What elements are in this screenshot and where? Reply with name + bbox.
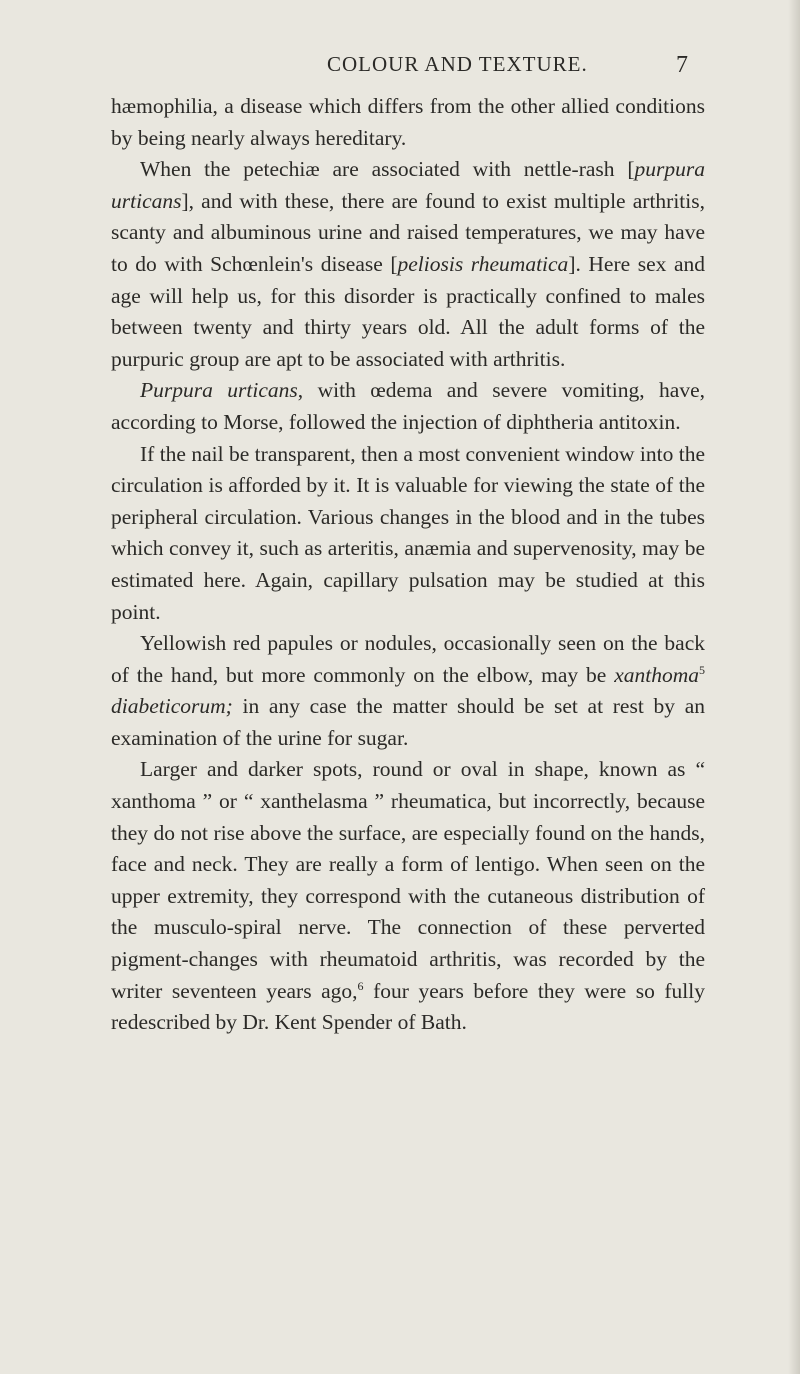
text-run: , with œdema and severe vomiting, have, according to Morse, followed the injection of diphtheria antitoxin. (111, 378, 705, 434)
page-edge-shadow (788, 0, 800, 1374)
text-run: When the petechiæ are associated with nettle-rash [ (140, 157, 635, 182)
text-run: in any case the matter should be set at rest by an examination of the urine for sugar. (111, 694, 705, 750)
running-head: COLOUR AND TEXTURE. (327, 52, 588, 76)
paragraph-5 (111, 628, 705, 754)
paragraph-3 (111, 375, 705, 438)
text-run: ], and with these, there are found to exist multiple arthritis, scanty and albuminous urine and raised temperatures, we may have to do with Schœnlein's disease [ (111, 188, 705, 276)
page-number: 7 (676, 52, 689, 78)
paragraph-2 (111, 154, 705, 375)
italic-term: Purpura urticans (140, 378, 298, 403)
footnote-ref: 5 (699, 662, 705, 677)
text-run: Yellowish red papules or nodules, occasionally seen on the back of the hand, but more commonly on the elbow, may be (111, 631, 705, 687)
footnote-ref: 6 (357, 978, 364, 993)
italic-term: xanthoma (614, 662, 699, 687)
paragraph-6 (111, 754, 705, 1038)
italic-term: peliosis rheumatica (397, 251, 569, 276)
text-run: four years before they were so fully redescribed by Dr. Kent Spender of Bath. (111, 978, 705, 1035)
italic-term: purpura urticans (111, 157, 705, 213)
italic-term: diabeticorum; (111, 694, 233, 719)
text-run: ]. Here sex and age will help us, for this disorder is practically confined to males between twenty and thirty years old. All the adult forms of the purpuric group are apt to be associated with arthritis. (111, 251, 706, 371)
paragraph-1: hæmophilia, a disease which differs from the other allied conditions by being nearly always hereditary. (111, 94, 705, 150)
paragraph-4: If the nail be transparent, then a most convenient window into the circulation is afforded by it. It is valuable for viewing the state of the peripheral circulation. Various changes in the blood and in the tubes which convey it, such as arteritis, anæmia and supervenosity, may be estimated here. Again, capillary pulsation may be studied at this point. (111, 441, 705, 624)
body-text (111, 91, 705, 1039)
text-run: Larger and darker spots, round or oval in shape, known as “ xanthoma ” or “ xanthelasma ” rheumatica, but incorrectly, because they do not rise above the surface, are especially found on the hands, face and neck. They are really a form of lentigo. When seen on the upper extremity, they correspond with the cutaneous distribution of the musculo-spiral nerve. The connection of these perverted pigment-changes with rheumatoid arthritis, was recorded by the writer seventeen years ago, (111, 757, 705, 1003)
